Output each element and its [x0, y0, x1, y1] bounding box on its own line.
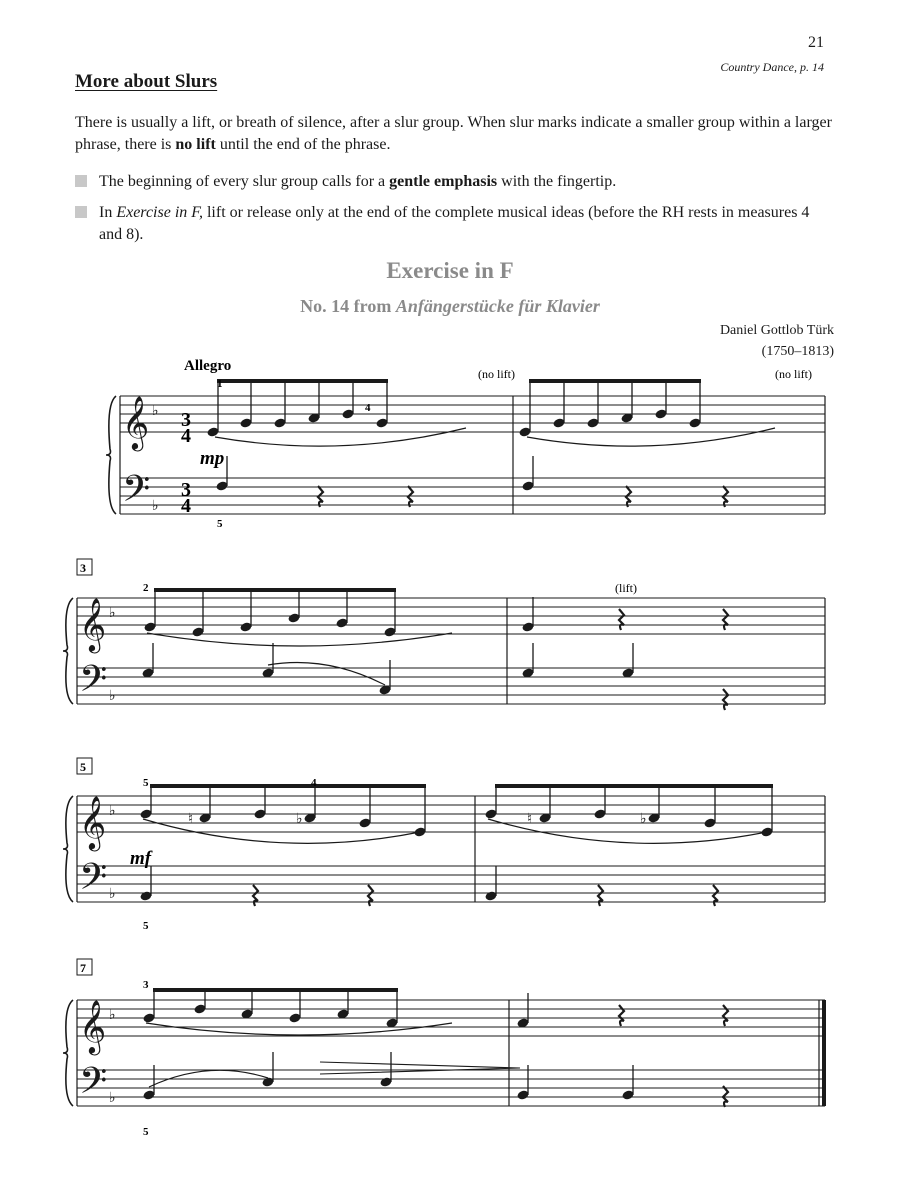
- page-number: 21: [808, 34, 824, 51]
- fingering: 5: [143, 1126, 149, 1138]
- beam: [529, 379, 701, 383]
- slur: [147, 633, 452, 646]
- flat-sign: ♭: [109, 689, 116, 704]
- quarter-rest: [619, 1005, 624, 1026]
- page-reference: Country Dance, p. 14: [720, 60, 824, 74]
- grand-staff-brace: [63, 796, 73, 902]
- flat-sign: ♭: [109, 1008, 116, 1023]
- fingering: 2: [143, 582, 149, 594]
- flat-sign: ♭: [152, 499, 159, 514]
- beam: [150, 784, 426, 788]
- beam: [153, 988, 398, 992]
- flat-sign: ♭: [109, 1091, 116, 1106]
- dynamic-mf: mf: [130, 848, 152, 869]
- fingering: 1: [217, 378, 223, 390]
- slur: [146, 1023, 452, 1035]
- measure-number: 5: [80, 760, 86, 774]
- intro-bold: no lift: [175, 136, 216, 153]
- grand-staff-brace: [63, 1000, 73, 1106]
- bass-clef: 𝄢: [122, 469, 151, 518]
- quarter-rest: [713, 885, 718, 906]
- grand-staff-brace: [106, 396, 116, 514]
- flat-sign: ♭: [109, 606, 116, 621]
- slur: [215, 428, 466, 446]
- no-lift-annotation-1: (no lift): [478, 367, 515, 381]
- dynamic-mp: mp: [200, 448, 225, 469]
- lift-annotation: (lift): [615, 581, 637, 595]
- fingering: 4: [311, 777, 317, 789]
- beam: [154, 588, 396, 592]
- diminuendo-hairpin: [320, 1062, 520, 1074]
- no-lift-annotation-2: (no lift): [775, 367, 812, 381]
- time-signature-top: 3: [181, 479, 191, 501]
- composer: Daniel Gottlob Türk (1750–1813): [719, 323, 834, 359]
- treble-clef: 𝄞: [79, 797, 107, 848]
- measure-number: 3: [80, 561, 86, 575]
- fingering: 3: [143, 979, 149, 991]
- treble-clef: 𝄞: [122, 397, 150, 448]
- time-signature-bottom: 4: [181, 495, 191, 517]
- grand-staff-brace: [63, 598, 73, 704]
- time-signature-bottom: 4: [181, 425, 191, 447]
- bass-clef: 𝄢: [79, 857, 108, 906]
- measure-number: 7: [80, 961, 86, 975]
- quarter-rest: [723, 609, 728, 630]
- quarter-rest: [723, 689, 728, 710]
- fingering: 5: [143, 777, 149, 789]
- treble-clef: 𝄞: [79, 1001, 107, 1052]
- fingering: 4: [365, 402, 371, 414]
- flat-sign: ♭: [296, 812, 303, 827]
- flat-sign: ♭: [109, 887, 116, 902]
- natural-sign: ♮: [527, 812, 533, 827]
- bass-clef: 𝄢: [79, 659, 108, 708]
- beam: [495, 784, 773, 788]
- quarter-rest: [598, 885, 603, 906]
- quarter-rest: [368, 885, 373, 906]
- final-barline-thick: [822, 1000, 826, 1106]
- piece-subtitle: No. 14 from Anfängerstücke für Klavier: [300, 296, 600, 316]
- slur: [527, 428, 775, 446]
- fingering: 5: [143, 920, 149, 932]
- beam: [217, 379, 388, 383]
- flat-sign: ♭: [152, 404, 159, 419]
- bass-clef: 𝄢: [79, 1061, 108, 1110]
- flat-sign: ♭: [109, 804, 116, 819]
- time-signature-top: 3: [181, 409, 191, 431]
- piece-title: Exercise in F: [386, 258, 514, 283]
- flat-sign: ♭: [640, 812, 647, 827]
- quarter-rest: [253, 885, 258, 906]
- quarter-rest: [619, 609, 624, 630]
- section-heading: More about Slurs: [75, 71, 218, 92]
- fingering: 5: [217, 518, 223, 530]
- treble-clef: 𝄞: [79, 599, 107, 650]
- intro-paragraph: There is usually a lift, or breath of silence, after a slur group. When slur marks indicate a smaller group within a larger phrase, there is no lift until the end of the phrase.: [75, 114, 832, 153]
- slur: [268, 663, 385, 686]
- quarter-rest: [723, 1005, 728, 1026]
- natural-sign: ♮: [188, 812, 194, 827]
- tempo-marking: Allegro: [184, 358, 232, 374]
